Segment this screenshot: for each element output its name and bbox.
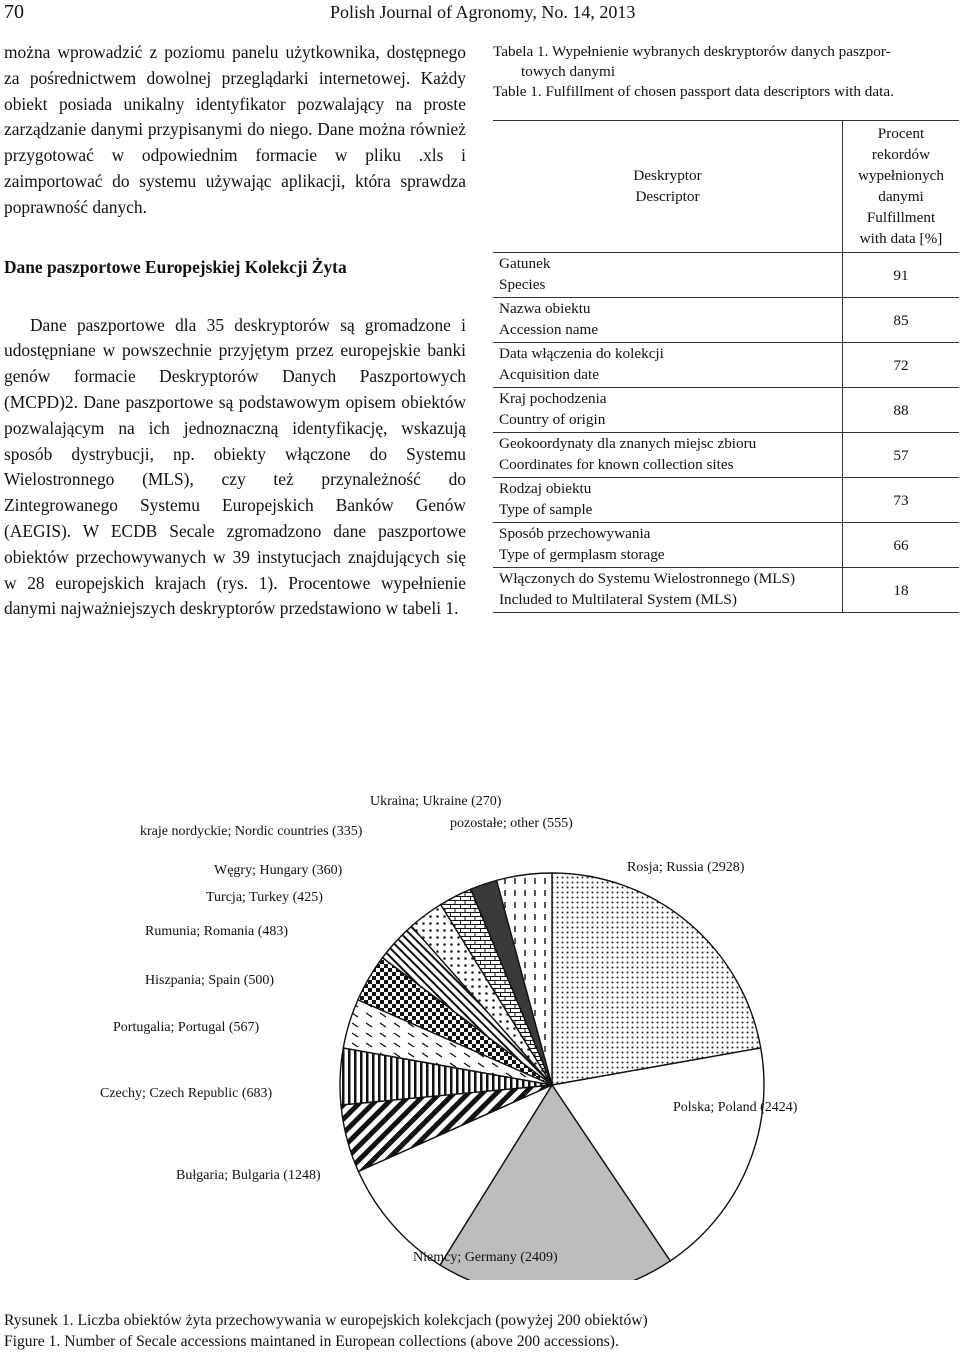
pie-slice-label: Niemcy; Germany (2409) (413, 1250, 558, 1265)
header-descriptor-pl: Deskryptor (633, 167, 702, 184)
percent-cell: 66 (843, 523, 960, 568)
pie-slice-label: Portugalia; Portugal (567) (113, 1020, 260, 1035)
body-paragraph-1: można wprowadzić z poziomu panelu użytkownika, dostępnego za pośrednictwem dowolnej przeglądarki internetowej. Każdy obiekt posiada unikalny identyfikator pozwalający na proste zarządzanie danymi przypisanymi do niego. Dane można również przygotować w odpowiednim formacie w pliku .xls i zaimportować do systemu używając aplikacji, która sprawdza poprawność danych. (4, 42, 466, 217)
pie-slice-label: Hiszpania; Spain (500) (145, 973, 275, 988)
section-heading: Dane paszportowe Europejskiej Kolekcji Żyta (4, 256, 347, 277)
descriptor-pl: Rodzaj obiektu (499, 480, 592, 497)
left-column (4, 40, 466, 622)
descriptor-cell (493, 343, 843, 388)
descriptor-pl: Gatunek (499, 255, 551, 272)
pie-slice-label: Węgry; Hungary (360) (214, 863, 343, 878)
header-percent-line2: rekordów (871, 146, 931, 163)
descriptor-en: Acquisition date (499, 366, 599, 383)
table-row (493, 343, 959, 388)
header-descriptor-en: Descriptor (635, 188, 700, 205)
table-row (493, 523, 959, 568)
descriptor-en: Species (499, 276, 546, 293)
table-caption-pl-line2: towych danymi (521, 63, 616, 80)
header-percent-line3: wypełnionych (857, 167, 945, 184)
descriptor-cell (493, 523, 843, 568)
table-caption-pl (493, 42, 957, 82)
header-percent-line5: Fulfillment (866, 209, 936, 226)
pie-slice-label: pozostałe; other (555) (450, 816, 573, 831)
descriptor-cell (493, 298, 843, 343)
descriptor-en: Accession name (499, 321, 599, 338)
descriptor-en: Country of origin (499, 411, 606, 428)
descriptor-cell (493, 478, 843, 523)
pie-slice-label: Ukraina; Ukraine (270) (370, 794, 502, 809)
descriptor-pl: Kraj pochodzenia (499, 390, 607, 407)
percent-cell: 88 (843, 388, 960, 433)
table-caption-block (493, 42, 957, 102)
table-header-percent (843, 121, 960, 253)
table-row (493, 568, 959, 613)
journal-title: Polish Journal of Agronomy, No. 14, 2013 (330, 2, 636, 22)
figure-caption-en: Figure 1. Number of Secale accessions maintaned in European collections (above 200 accessions). (4, 1333, 619, 1350)
percent-cell: 57 (843, 433, 960, 478)
figure-caption (4, 1310, 648, 1352)
descriptor-pl: Sposób przechowywania (499, 525, 651, 542)
pie-slice-label: Rumunia; Romania (483) (145, 924, 289, 939)
descriptor-pl: Nazwa obiektu (499, 300, 591, 317)
table-caption-pl-line1: Tabela 1. Wypełnienie wybranych deskryptorów danych paszpor- (493, 43, 891, 60)
pie-chart (0, 780, 960, 1280)
body-paragraph-2: Dane paszportowe dla 35 deskryptorów są gromadzone i udostępniane w powszechnie przyjętym przez europejskie banki genów formacie Deskryptorów Danych Paszportowych (MCPD)2. Dane paszportowe są podstawowym opisem obiektów pozwalającym na ich jednoznaczną identyfikację, wskazują sposób dystrybucji, np. obiekty włączone do Systemu Wielostronnego (MLS), czy też przynależność do Zintegrowanego Systemu Europejskich Banków Genów (AEGIS). W ECDB Secale zgromadzono dane paszportowe obiektów przechowywanych w 39 instytucjach znajdujących się w 28 europejskich krajach (rys. 1). Procentowe wypełnienie danymi najważniejszych deskryptorów przedstawiono w tabeli 1. (4, 314, 466, 619)
table-row (493, 298, 959, 343)
descriptor-cell (493, 568, 843, 613)
percent-cell: 85 (843, 298, 960, 343)
header-percent-line1: Procent (877, 125, 925, 142)
descriptor-pl: Włączonych do Systemu Wielostronnego (MLS) (499, 570, 796, 587)
descriptor-en: Included to Multilateral System (MLS) (499, 591, 737, 608)
descriptor-cell (493, 253, 843, 298)
header-percent-line4: danymi (878, 188, 924, 205)
pie-slice-label: Czechy; Czech Republic (683) (100, 1086, 273, 1101)
table-header-descriptor (493, 121, 843, 253)
table-row (493, 388, 959, 433)
descriptor-en: Type of germplasm storage (499, 546, 665, 563)
descriptor-table (493, 120, 959, 613)
descriptor-cell (493, 433, 843, 478)
descriptor-pl: Data włączenia do kolekcji (499, 345, 664, 362)
pie-slice-label: kraje nordyckie; Nordic countries (335) (140, 824, 363, 839)
percent-cell: 91 (843, 253, 960, 298)
descriptor-pl: Geokoordynaty dla znanych miejsc zbioru (499, 435, 757, 452)
figure-caption-pl: Rysunek 1. Liczba obiektów żyta przechowywania w europejskich kolekcjach (powyżej 200 obiektów) (4, 1312, 648, 1329)
table-row (493, 433, 959, 478)
pie-slice-label: Polska; Poland (2424) (673, 1100, 798, 1115)
percent-cell: 72 (843, 343, 960, 388)
header-percent-line6: with data [%] (859, 230, 943, 247)
percent-cell: 73 (843, 478, 960, 523)
percent-cell: 18 (843, 568, 960, 613)
page-header (0, 0, 960, 30)
descriptor-en: Type of sample (499, 501, 593, 518)
pie-slice-label: Turcja; Turkey (425) (206, 890, 323, 905)
descriptor-cell (493, 388, 843, 433)
pie-slice-label: Bułgaria; Bulgaria (1248) (176, 1168, 321, 1183)
table-row (493, 253, 959, 298)
table-row (493, 478, 959, 523)
table-caption-en: Table 1. Fulfillment of chosen passport data descriptors with data. (493, 83, 894, 100)
page-number: 70 (4, 1, 24, 23)
descriptor-en: Coordinates for known collection sites (499, 456, 734, 473)
pie-slice-label: Rosja; Russia (2928) (627, 860, 745, 875)
